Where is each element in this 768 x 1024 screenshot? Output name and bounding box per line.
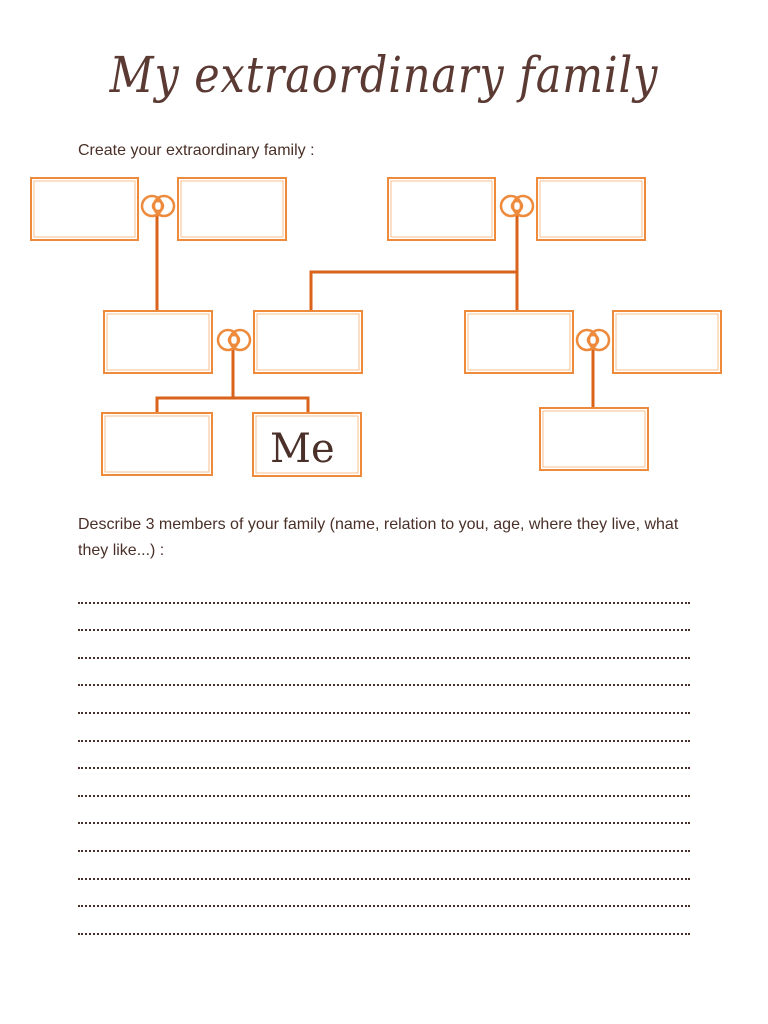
writing-line[interactable]: [78, 635, 690, 663]
writing-line[interactable]: [78, 690, 690, 718]
writing-line[interactable]: [78, 884, 690, 912]
writing-line[interactable]: [78, 608, 690, 636]
grandparent-box-1[interactable]: [31, 178, 138, 240]
writing-line[interactable]: [78, 718, 690, 746]
aunt-uncle-box-2[interactable]: [613, 311, 721, 373]
writing-line[interactable]: [78, 828, 690, 856]
grandparent-box-3[interactable]: [388, 178, 495, 240]
wedding-rings-icon: [577, 330, 609, 350]
writing-line[interactable]: [78, 856, 690, 884]
cousin-box[interactable]: [540, 408, 648, 470]
aunt-uncle-box-1[interactable]: [465, 311, 573, 373]
grandparent-box-2[interactable]: [178, 178, 286, 240]
wedding-rings-icon: [218, 330, 250, 350]
describe-instructions: Describe 3 members of your family (name, relation to you, age, where they live, what they like...) :: [78, 516, 679, 559]
writing-lines: [78, 580, 690, 939]
wedding-rings-icon: [501, 196, 533, 216]
grandparent-box-4[interactable]: [537, 178, 645, 240]
page-title: My extraordinary family: [109, 46, 659, 104]
writing-line[interactable]: [78, 580, 690, 608]
writing-line[interactable]: [78, 773, 690, 801]
sibling-box[interactable]: [102, 413, 212, 475]
wedding-rings-icon: [142, 196, 174, 216]
writing-line[interactable]: [78, 911, 690, 939]
writing-line[interactable]: [78, 801, 690, 829]
writing-line[interactable]: [78, 746, 690, 774]
me-box[interactable]: [253, 413, 361, 476]
me-label: Me: [270, 426, 335, 472]
family-tree: [0, 0, 768, 500]
parent-box-2[interactable]: [254, 311, 362, 373]
parent-box-1[interactable]: [104, 311, 212, 373]
writing-line[interactable]: [78, 663, 690, 691]
tree-instructions: Create your extraordinary family :: [78, 142, 315, 159]
